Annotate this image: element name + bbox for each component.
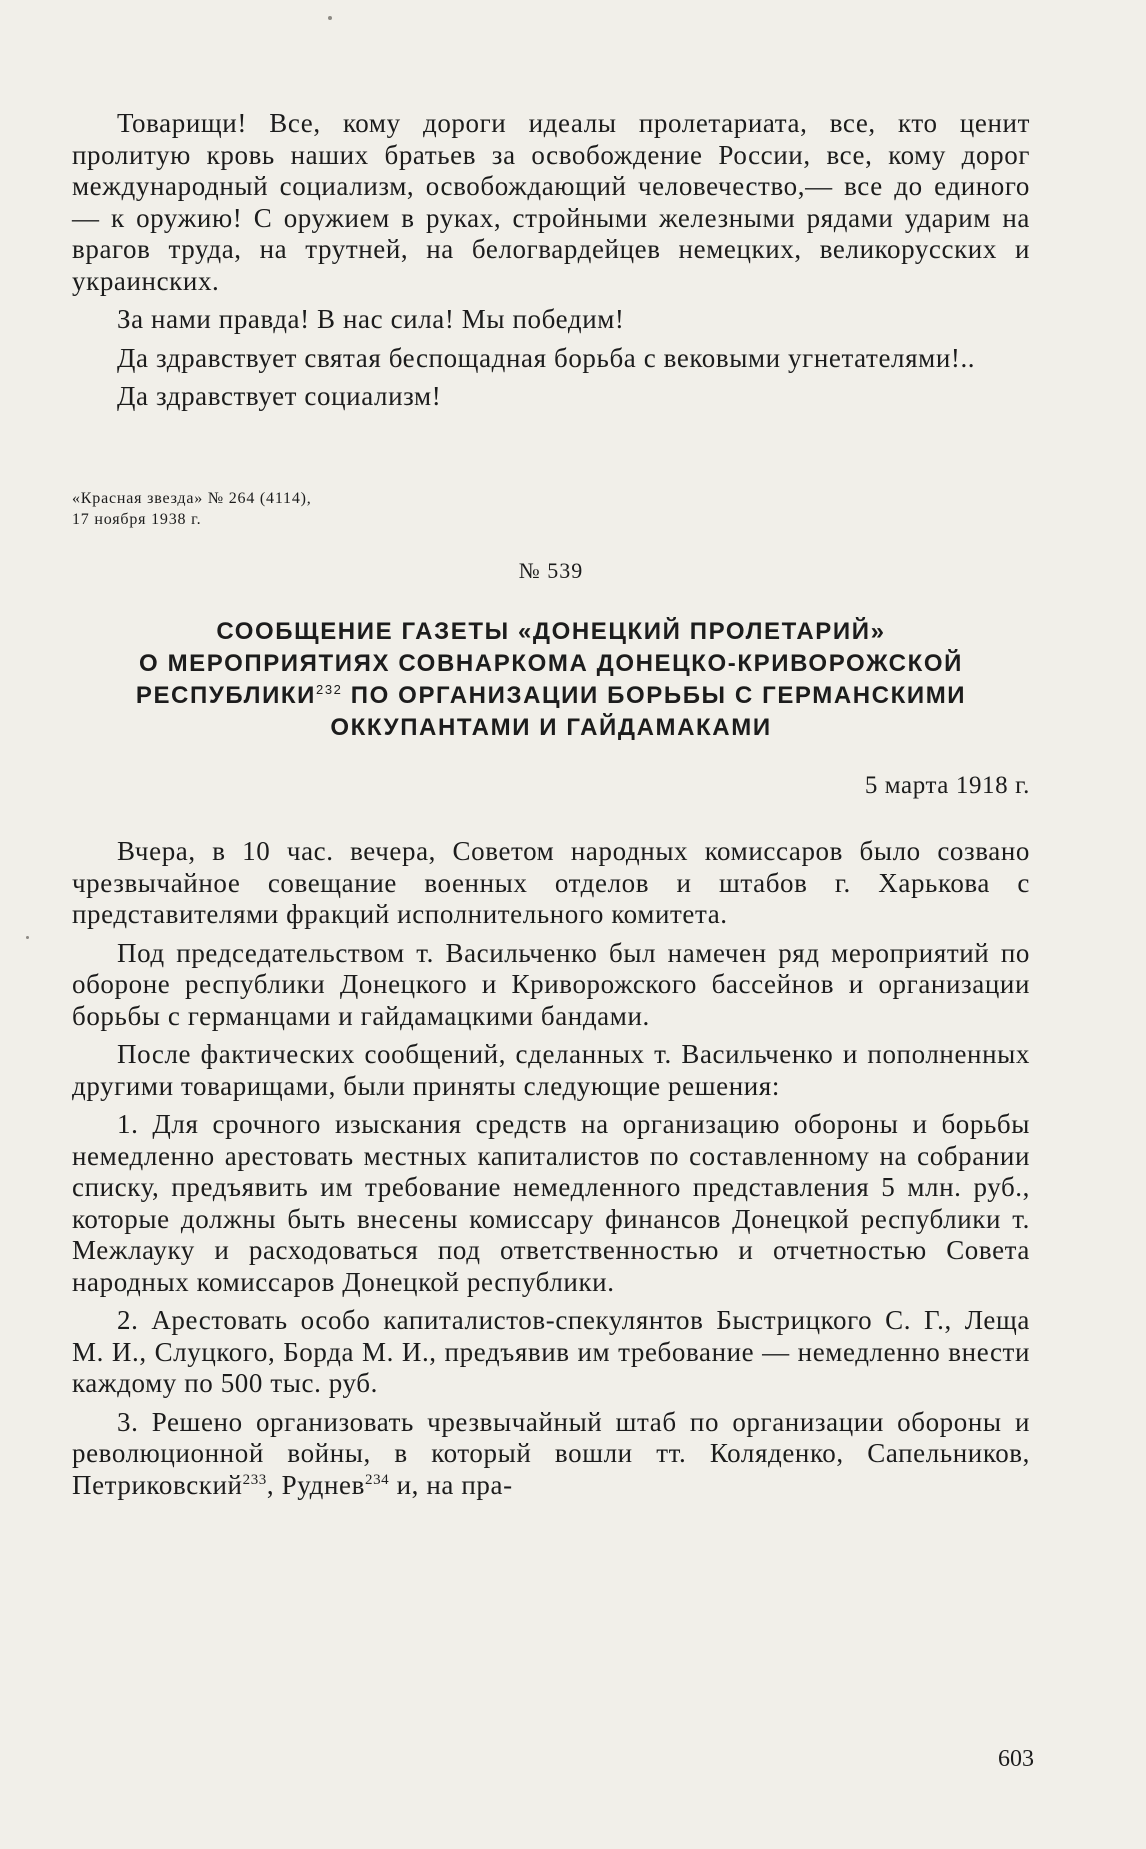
paragraph-long-live-struggle: Да здравствует святая беспощадная борьба с вековыми угнетателями!.. [117,342,976,373]
heading-footnote-ref: 232 [316,682,343,697]
heading-line-2: О МЕРОПРИЯТИЯХ СОВНАРКОМА ДОНЕЦКО-КРИВОРОЖСКОЙ [139,650,963,677]
heading-line-4: ОККУПАНТАМИ И ГАЙДАМАКАМИ [330,714,772,741]
decision-3-text-2: , Руднев [266,1469,365,1500]
footnote-ref-233: 233 [242,1471,267,1488]
paragraph-measures: Под председательством т. Васильченко был намечен ряд мероприятий по обороне республики Донецкого и Криворожского бассейнов и организации борьбы с германцами и гайдамацкими бандами. [72,937,1030,1031]
paragraph-meeting: Вчера, в 10 час. вечера, Советом народных комиссаров было созвано чрезвычайное совещание военных отделов и штабов г. Харькова с представителями фракций исполнительного комитета. [72,836,1030,929]
source-line-2: 17 ноября 1938 г. [72,511,202,528]
paper-speck [26,936,29,939]
decision-3-text-1: 3. Решено организовать чрезвычайный штаб по организации обороны и революционной войны, в который вошли тт. Коляденко, Сапельников, Петриковский [72,1406,1030,1500]
body-text-block [72,836,1030,1501]
paragraph-decision-2: 2. Арестовать особо капиталистов-спекулянтов Быстрицкого С. Г., Леща М. И., Слуцкого, Борда М. И., предъявив им требование — немедленно внести каждому по 500 тыс. руб. [72,1305,1030,1398]
top-text-block [72,108,1030,413]
source-citation [72,488,1030,530]
page-number: 603 [998,1746,1034,1772]
document-date: 5 марта 1918 г. [864,772,1030,799]
decision-3-text-3: и, на пра- [389,1469,513,1500]
document-heading [72,616,1030,744]
paragraph-decisions-intro: После фактических сообщений, сделанных т. Васильченко и пополненных другими товарищами, были приняты следующие решения: [72,1039,1030,1101]
paragraph-decision-3 [72,1407,1030,1502]
paper-speck [328,16,332,20]
source-line-1: «Красная звезда» № 264 (4114), [72,490,312,507]
heading-line-3-end: ПО ОРГАНИЗАЦИИ БОРЬБЫ С ГЕРМАНСКИМИ [350,682,967,709]
footnote-ref-234: 234 [364,1471,390,1488]
heading-line-1: СООБЩЕНИЕ ГАЗЕТЫ «ДОНЕЦКИЙ ПРОЛЕТАРИЙ» [216,618,886,645]
paragraph-truth: За нами правда! В нас сила! Мы победим! [117,304,625,334]
document-number: № 539 [518,558,584,583]
paragraph-long-live-socialism: Да здравствует социализм! [117,381,442,411]
heading-line-3-start: РЕСПУБЛИКИ [135,682,317,709]
paragraph-appeal: Товарищи! Все, кому дороги идеалы пролетариата, все, кто ценит пролитую кровь наших братьев за освобождение России, все, кому дорог международный социализм, освобождающий человечество,— все до единого — к оружию! С оружием в руках, стройными железными рядами ударим на врагов труда, на трутней, на белогвардейцев немецких, великорусских и украинских. [72,108,1030,296]
paragraph-decision-1: 1. Для срочного изыскания средств на организацию обороны и борьбы немедленно арестовать местных капиталистов по составленному на собрании списку, предъявить им требование немедленного представления 5 млн. руб., которые должны быть внесены комиссару финансов Донецкой республики т. Межлауку и расходоваться под ответственностью и отчетностью Совета народных комиссаров Донецкой республики. [72,1109,1030,1297]
heading-line-3 [72,680,1030,712]
